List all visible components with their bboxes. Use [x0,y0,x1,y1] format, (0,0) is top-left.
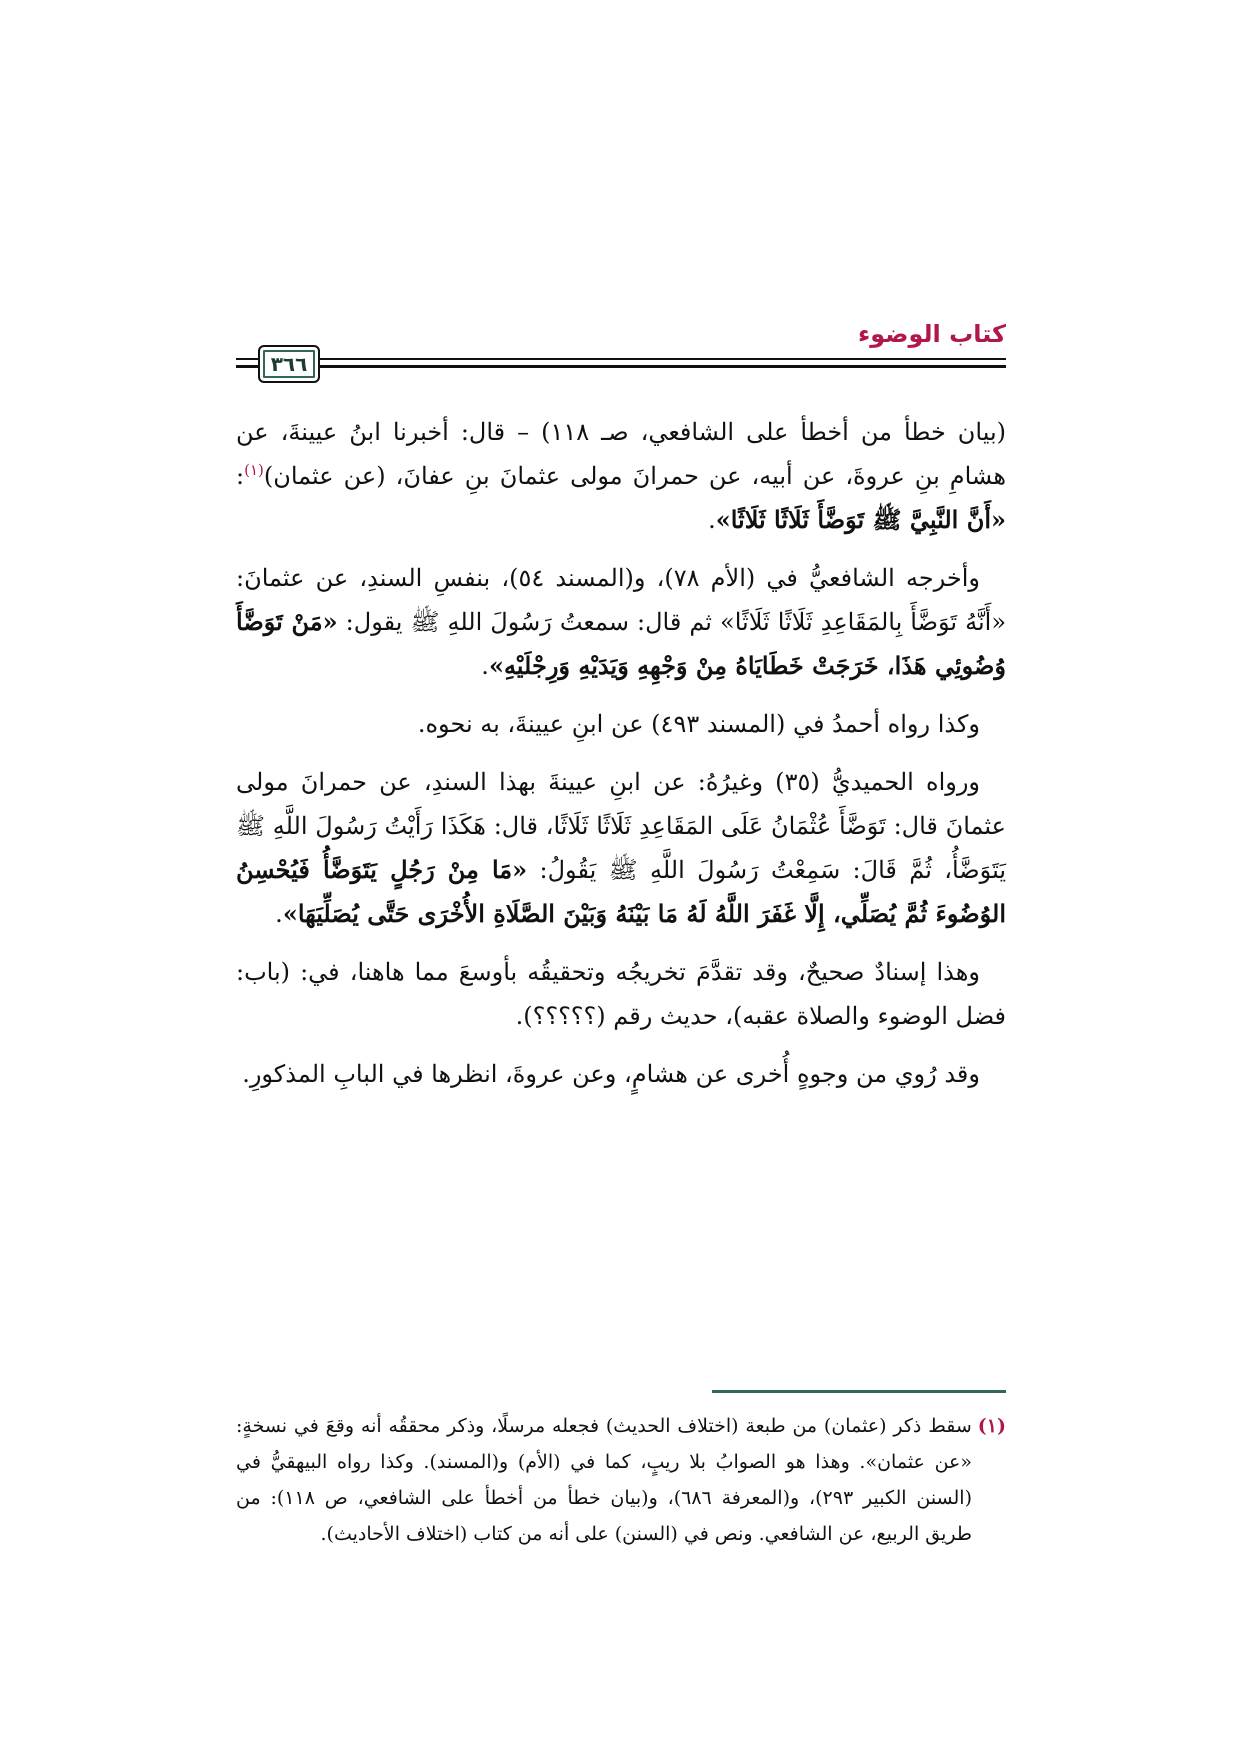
paragraph-5 [236,950,1006,1038]
page-header [236,320,1006,390]
footnote-ref[interactable]: (١) [244,461,264,479]
paragraph-4 [236,760,1006,936]
paragraph-text: : [236,462,245,490]
footnote-number: (١) [977,1415,1006,1437]
hadith-text: «أَنَّ النَّبِيَّ ﷺ تَوَضَّأَ ثَلَاثًا ثَلَاثًا» [715,505,1006,534]
header-rule-thick [236,365,1006,368]
paragraph-text: وهذا إسنادٌ صحيحٌ، وقد تقدَّمَ تخريجُه وتحقيقُه بأوسعَ مما هاهنا، في: (باب: فضل الوضوء والصلاة عقبه)، حديث رقم (؟؟؟؟؟). [236,958,1006,1030]
paragraph-text: . [708,506,716,534]
footnotes [236,1408,1006,1552]
paragraph-text: (بيان خطأ من أخطأ على الشافعي، صـ ١١٨) – قال: أخبرنا ابنُ عيينةَ، عن هشامِ بنِ عروةَ، عن أبيه، عن حمرانَ مولى عثمانَ بنِ عفانَ، (عن عثمان) [236,418,1007,490]
hadith-text: «مَنْ تَوَضَّأَ وُضُوئِي هَذَا، خَرَجَتْ خَطَايَاهُ مِنْ وَجْهِهِ وَيَدَيْهِ وَرِجْلَيْهِ» [236,607,1006,680]
paragraph-text: ورواه الحميديُّ (٣٥) وغيرُهُ: عن ابنِ عيينةَ بهذا السندِ، عن حمرانَ مولى عثمانَ قال: تَوَضَّأَ عُثْمَانُ عَلَى المَقَاعِدِ ثَلَاثًا ثَلَاثًا، قال: هَكَذَا رَأَيْتُ رَسُولَ اللَّهِ ﷺ يَتَوَضَّأُ، ثُمَّ قَالَ: سَمِعْتُ رَسُولَ اللَّهِ ﷺ يَقُولُ: [236,768,1006,884]
footnote-separator [712,1390,1006,1393]
paragraph-6 [236,1052,1006,1096]
paragraph-text: وأخرجه الشافعيُّ في (الأم ٧٨)، و(المسند ٥٤)، بنفسِ السندِ، عن عثمانَ: «أَنَّهُ تَوَضَّأَ بِالمَقَاعِدِ ثَلَاثًا ثَلَاثًا» ثم قال: سمعتُ رَسُولَ اللهِ ﷺ يقول: [236,564,1007,636]
paragraph-2 [236,556,1006,688]
hadith-text: «مَا مِنْ رَجُلٍ يَتَوَضَّأُ فَيُحْسِنُ الوُضُوءَ ثُمَّ يُصَلِّي، إِلَّا غَفَرَ اللَّهُ لَهُ مَا بَيْنَهُ وَبَيْنَ الصَّلَاةِ الأُخْرَى حَتَّى يُصَلِّيَهَا» [236,855,1006,928]
running-title: كتاب الوضوء [857,320,1006,348]
paragraph-3 [236,702,1006,746]
footnote-text: سقط ذكر (عثمان) من طبعة (اختلاف الحديث) فجعله مرسلًا، وذكر محققُه أنه وقعَ في نسخةٍ: «عن عثمان». وهذا هو الصوابُ بلا ريبٍ، كما في (الأم) و(المسند). وكذا رواه البيهقيُّ في (السنن الكبير ٢٩٣)، و(المعرفة ٦٨٦)، و(بيان خطأ من أخطأ على الشافعي، ص ١١٨): من طريق الربيع، عن الشافعي. ونص في (السنن) على أنه من كتاب (اختلاف الأحاديث). [236,1415,972,1545]
footnote-1 [236,1408,1006,1552]
page-number: ٣٦٦ [270,352,308,376]
paragraph-1 [236,410,1006,542]
paragraph-text: وكذا رواه أحمدُ في (المسند ٤٩٣) عن ابنِ عيينةَ، به نحوه. [417,710,980,738]
page-number-frame [258,345,320,383]
paragraph-text: . [481,652,489,680]
paragraph-text: . [275,900,283,928]
header-rule-thin [236,358,1006,360]
main-text [236,410,1006,1110]
paragraph-text: وقد رُوي من وجوهٍ أُخرى عن هشامٍ، وعن عروةَ، انظرها في البابِ المذكورِ. [242,1060,980,1088]
